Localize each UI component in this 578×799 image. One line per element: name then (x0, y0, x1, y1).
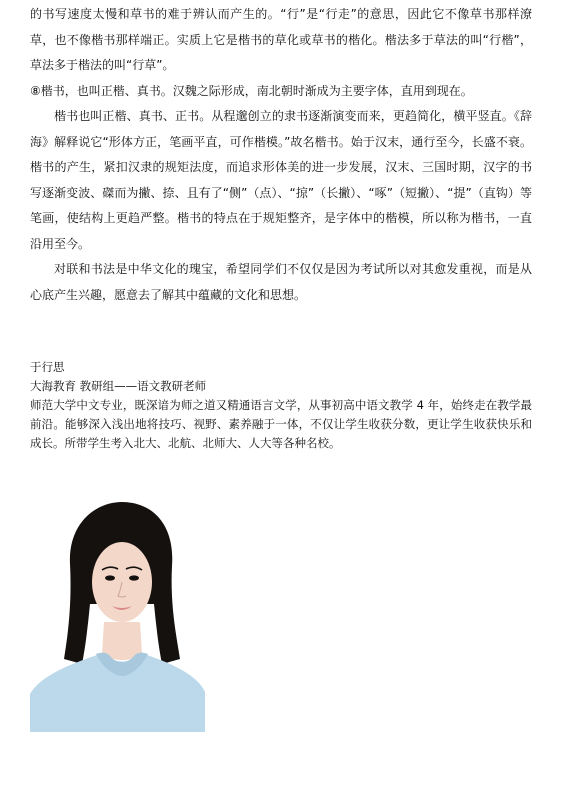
article-paragraph: 的书写速度太慢和草书的难于辨认而产生的。“行”是“行走”的意思，因此它不像草书那样潦草，也不像楷书那样端正。实质上它是楷书的草化或草书的楷化。楷法多于草法的叫“行楷”，草法多于楷法的叫“行草”。 (30, 7, 532, 72)
portrait-image (30, 494, 205, 732)
author-info (30, 358, 532, 453)
article-paragraph: 楷书也叫正楷、真书、正书。从程邈创立的隶书逐渐演变而来，更趋简化，横平竖直。《辞海》解释说它“形体方正，笔画平直，可作楷模。”故名楷书。始于汉末，通行至今，长盛不衰。楷书的产生，紧扣汉隶的规矩法度，而追求形体美的进一步发展，汉末、三国时期，汉字的书写逐渐变波、磔而为撇、捺、且有了“侧”（点）、“掠”（长撇）、“啄”（短撇）、“提”（直钩）等笔画，使结构上更趋严整。楷书的特点在于规矩整齐，是字体中的楷模，所以称为楷书，一直沿用至今。 (30, 109, 532, 251)
author-title: 大海教育 教研组——语文教研老师 (30, 379, 207, 393)
article-body (30, 2, 532, 308)
neck (102, 622, 142, 660)
author-bio: 师范大学中文专业，既深谙为师之道又精通语言文学，从事初高中语文教学 4 年，始终走在教学最前沿。能够深入浅出地将技巧、视野、素养融于一体，不仅让学生收获分数，更让学生收获快乐和成长。所带学生考入北大、北航、北师大、人大等各种名校。 (30, 398, 532, 450)
article-paragraph: ⑧楷书，也叫正楷、真书。汉魏之际形成，南北朝时渐成为主要字体，直用到现在。 (30, 83, 473, 98)
left-eye (105, 575, 115, 580)
author-photo (30, 494, 205, 732)
article-paragraph: 对联和书法是中华文化的瑰宝，希望同学们不仅仅是因为考试所以对其愈发重视，而是从心底产生兴趣，愿意去了解其中蕴藏的文化和思想。 (30, 262, 532, 302)
author-name: 于行思 (30, 360, 65, 374)
right-eye (129, 575, 139, 580)
